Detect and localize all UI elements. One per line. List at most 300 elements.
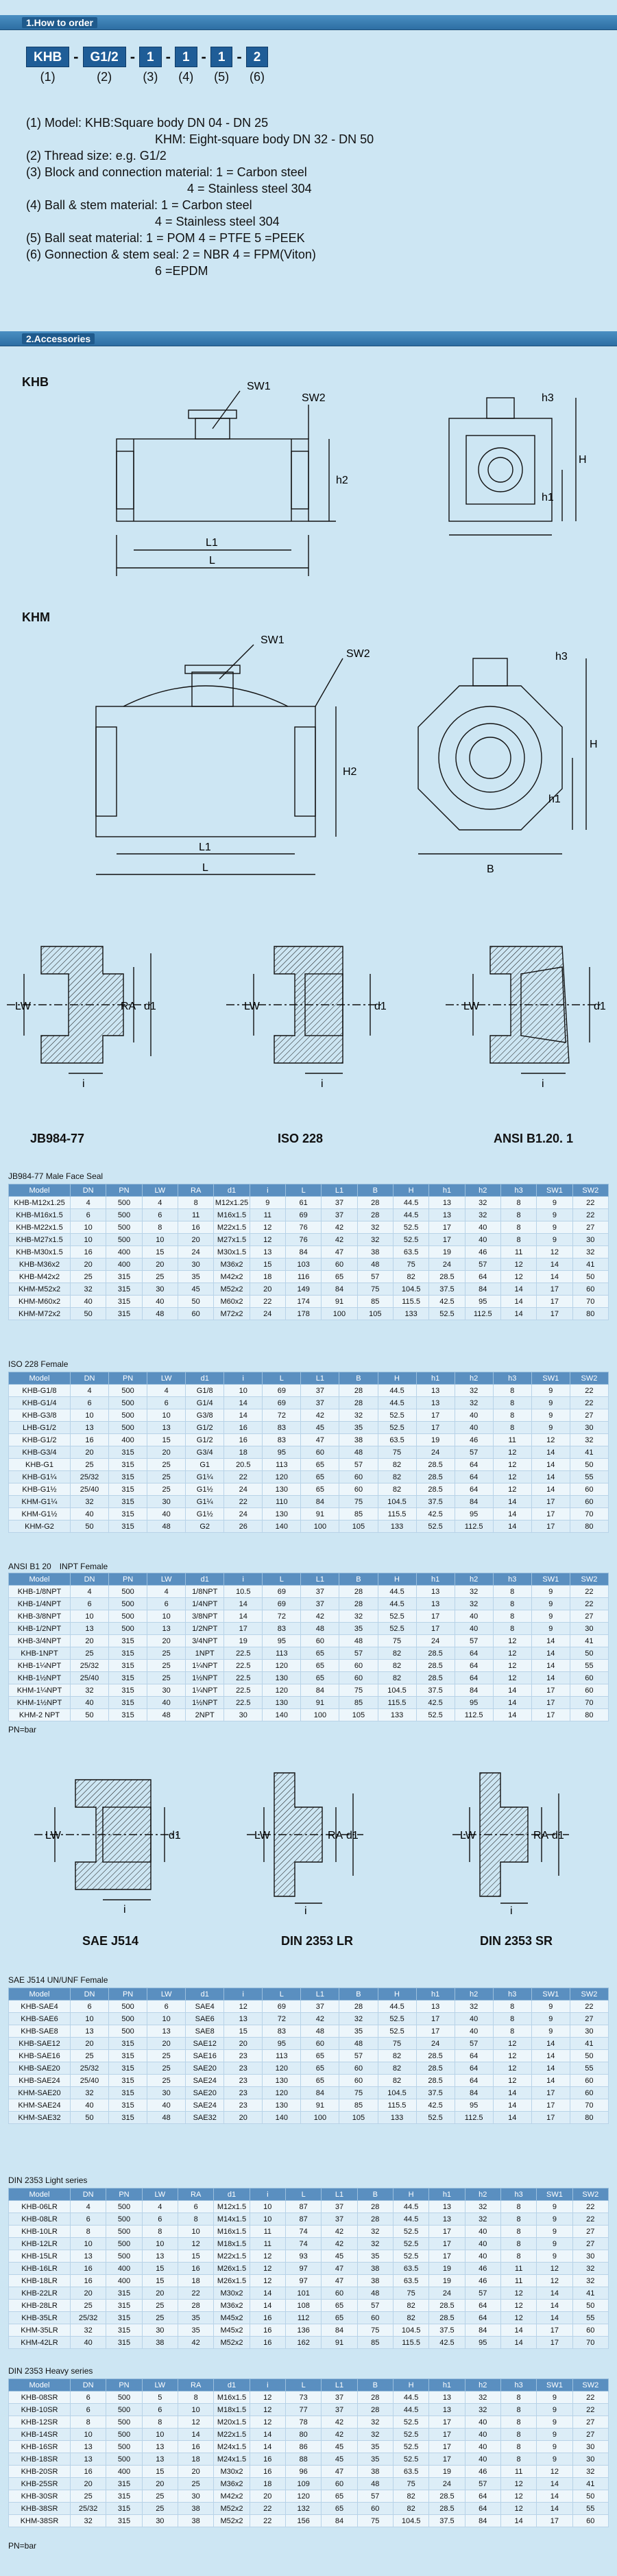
table-cell: 42 [322,1234,357,1246]
table-cell: KHM-1¼NPT [9,1684,71,1697]
table-cell: 28.5 [416,1647,455,1660]
dim-sw1: SW1 [247,381,271,392]
table-cell: 115.5 [393,1296,428,1308]
table-title-din-heavy: DIN 2353 Heavy series [8,2366,93,2376]
table-cell: 12 [493,1647,531,1660]
order-code-index: (2) [97,70,112,84]
table-cell: 30 [570,1422,608,1434]
table-row [9,2213,609,2226]
table-cell: 80 [570,1709,608,1721]
order-code-index: (3) [143,70,158,84]
table-cell: 14 [531,1660,570,1672]
column-header: PN [106,2189,142,2201]
table-cell: 48 [142,1308,178,1320]
table-cell: 12 [537,2275,572,2287]
table-cell: KHB-30SR [9,2490,71,2503]
table-cell: KHM-SAE20 [9,2087,71,2099]
dim-ra-jb: RA [121,1001,136,1012]
table-cell: 22 [570,2001,608,2013]
table-cell: 86 [285,2441,321,2453]
table-cell: 16 [178,1221,213,1234]
table-cell: 22 [250,2515,285,2527]
table-cell: 40 [465,2238,500,2250]
table-cell: 16 [178,2263,213,2275]
table-cell: 32 [357,2429,393,2441]
table-cell: 48 [147,1520,186,1533]
table-cell: 500 [106,2404,142,2416]
table-cell: 14 [500,2337,536,2349]
table-cell: 1/4NPT [186,1598,224,1610]
table-cell: KHB-20SR [9,2466,71,2478]
connection-drawings-1 [0,933,617,1097]
table-cell: 8 [500,2404,536,2416]
table-cell: 13 [142,2453,178,2466]
table-cell: 24 [429,1259,465,1271]
column-header: RA [178,1184,213,1197]
table-cell: 70 [572,2337,608,2349]
table-cell: 18 [250,1271,285,1283]
table-cell: 8 [500,2226,536,2238]
table-cell: 12 [250,2263,285,2275]
section-title-accessories: 2.Accessories [22,333,95,344]
table-cell: 109 [285,2478,321,2490]
column-header: SW2 [572,2189,608,2201]
table-cell: 17 [416,1623,455,1635]
table-cell: 60 [572,1283,608,1296]
table-cell: 113 [263,1459,301,1471]
table-cell: 60 [339,1471,378,1483]
table-cell: KHM-SAE32 [9,2112,71,2124]
table-cell: 57 [339,2050,378,2062]
table-cell: KHB-1/4NPT [9,1598,71,1610]
table-cell: 30 [142,2324,178,2337]
table-cell: 8 [178,2213,213,2226]
table-cell: 115.5 [378,1697,416,1709]
table-cell: 27 [572,2238,608,2250]
table-cell: 30 [572,1234,608,1246]
table-cell: 130 [263,1508,301,1520]
table-cell: 30 [147,1684,186,1697]
table-cell: 12 [493,2050,531,2062]
table-cell: 84 [301,2087,339,2099]
table-cell: M22x1.5 [214,2250,250,2263]
table-cell: M45x2 [214,2324,250,2337]
table-cell: 50 [572,2300,608,2312]
table-cell: 100 [322,1308,357,1320]
table-cell: 75 [357,2324,393,2337]
table-cell: 40 [465,2416,500,2429]
column-header: SW2 [572,1184,608,1197]
table-cell: 32 [455,1598,493,1610]
table-header-row [9,2189,609,2201]
figure-label-din-lr: DIN 2353 LR [281,1934,354,1948]
table-cell: 50 [572,1271,608,1283]
table-cell: 24 [429,2478,465,2490]
table-cell: M60x2 [214,1296,250,1308]
column-header: h2 [455,1573,493,1586]
table-cell: 82 [378,1647,416,1660]
table-cell: 25 [142,1271,178,1283]
table-cell: 12 [224,2001,263,2013]
table-cell: 9 [537,2404,572,2416]
table-cell: 10 [250,2213,285,2226]
table-cell: 48 [147,2112,186,2124]
table-cell: 37 [301,1598,339,1610]
table-cell: KHB-06LR [9,2201,71,2213]
column-header: h3 [493,1988,531,2001]
table-cell: 6 [71,2001,109,2013]
table-title-iso: ISO 228 Female [8,1359,69,1369]
table-cell: 14 [500,2324,536,2337]
table-cell: 25 [142,2300,178,2312]
table-cell: 60 [570,1483,608,1496]
column-header: RA [178,2189,213,2201]
table-cell: 9 [537,2226,572,2238]
column-header: Model [9,2379,71,2392]
order-code-segment [246,47,269,84]
table-cell: KHB-G1/8 [9,1385,71,1397]
table-cell: 50 [71,2112,109,2124]
table-cell: 25 [147,1672,186,1684]
table-cell: KHB-SAE8 [9,2025,71,2038]
table-cell: 14 [493,1508,531,1520]
table-title-din-light: DIN 2353 Light series [8,2175,88,2185]
table-cell: M45x2 [214,2312,250,2324]
table-cell: 40 [455,1409,493,1422]
table-cell: 500 [109,1586,147,1598]
table-cell: 42 [322,2416,357,2429]
table-cell: 75 [393,2478,428,2490]
code-separator: - [201,48,206,65]
table-cell: 315 [109,2038,147,2050]
table-cell: 85 [339,2099,378,2112]
table-cell: KHB-G1/2 [9,1434,71,1446]
table-cell: 4 [147,1586,186,1598]
table-cell: 12 [493,1635,531,1647]
table-cell: 44.5 [393,2213,428,2226]
table-cell: 64 [455,1483,493,1496]
figure-label-khm: KHM [22,610,50,624]
table-row [9,2062,609,2075]
table-cell: 52.5 [378,1422,416,1434]
table-row [9,2263,609,2275]
table-cell: 500 [109,1397,147,1409]
table-cell: 35 [357,2441,393,2453]
column-header: LW [142,2189,178,2201]
table-cell: 75 [393,2287,428,2300]
column-header: d1 [186,1573,224,1586]
table-cell: 104.5 [393,2324,428,2337]
table-cell: 16 [224,1422,263,1434]
table-cell: SAE16 [186,2050,224,2062]
table-cell: 10 [71,2238,106,2250]
table-cell: 15 [142,1246,178,1259]
table-cell: 28 [339,2001,378,2013]
table-cell: 8 [493,2013,531,2025]
table-cell: 315 [109,1459,147,1471]
table-cell: 10 [71,1409,109,1422]
table-cell: 11 [500,2466,536,2478]
table-cell: 17 [429,2416,465,2429]
table-cell: 9 [537,2441,572,2453]
table-cell: 400 [106,2466,142,2478]
table-cell: KHB-M36x2 [9,1259,71,1271]
table-cell: 1½NPT [186,1697,224,1709]
order-line: KHM: Eight-square body DN 32 - DN 50 [155,132,374,146]
order-code-box: 1 [139,47,162,67]
table-cell: 14 [493,1496,531,1508]
table-cell: 64 [455,2050,493,2062]
table-cell: 500 [109,2025,147,2038]
table-cell: 52.5 [378,2025,416,2038]
column-header: RA [178,2379,213,2392]
table-cell: 24 [224,1483,263,1496]
table-cell: 10 [71,2429,106,2441]
table-cell: 40 [455,1610,493,1623]
table-cell: 25 [142,2503,178,2515]
table-cell: 64 [455,2075,493,2087]
table-cell: KHB-08LR [9,2213,71,2226]
table-cell: 101 [285,2287,321,2300]
column-header: PN [106,2379,142,2392]
order-code-index: (4) [178,70,194,84]
table-cell: 40 [455,1623,493,1635]
table-cell: 44.5 [393,1209,428,1221]
column-header: h2 [465,2379,500,2392]
column-header: L [263,1573,301,1586]
table-cell: 25 [147,1647,186,1660]
table-cell: 104.5 [378,1684,416,1697]
table-cell: 315 [106,1271,142,1283]
table-cell: 52.5 [416,2112,455,2124]
table-cell: 115.5 [378,2099,416,2112]
table-cell: 1½NPT [186,1672,224,1684]
table-cell: 14 [537,1271,572,1283]
table-cell: M52x2 [214,1283,250,1296]
table-cell: 17 [531,2112,570,2124]
column-header: B [339,1573,378,1586]
table-cell: 17 [429,1234,465,1246]
table-cell: 37.5 [416,1684,455,1697]
table-cell: 22.5 [224,1660,263,1672]
table-cell: 32 [357,1221,393,1234]
order-line: (4) Ball & stem material: 1 = Carbon steel [26,198,252,212]
table-cell: 17 [416,1610,455,1623]
table-row [9,1684,609,1697]
table-cell: 42.5 [416,2099,455,2112]
table-row [9,2075,609,2087]
table-cell: 55 [572,2503,608,2515]
table-cell: 500 [106,2453,142,2466]
table-cell: M18x1.5 [214,2404,250,2416]
table-cell: 32 [339,1409,378,1422]
table-cell: 315 [109,2112,147,2124]
order-line: (3) Block and connection material: 1 = Carbon steel [26,165,307,179]
table-cell: 37.5 [429,2515,465,2527]
table-cell: KHB-G3/4 [9,1446,71,1459]
table-cell: 315 [109,2050,147,2062]
table-cell: 84 [322,2324,357,2337]
table-cell: 28.5 [429,2503,465,2515]
table-cell: 315 [109,2062,147,2075]
table-cell: KHB-16LR [9,2263,71,2275]
table-cell: KHB-1/8NPT [9,1586,71,1598]
table-cell: 17 [531,2087,570,2099]
column-header: L [285,1184,321,1197]
table-cell: 35 [339,1623,378,1635]
table-row [9,1259,609,1271]
table-cell: 95 [263,1446,301,1459]
table-cell: 500 [106,2250,142,2263]
table-cell: 50 [71,1709,109,1721]
table-cell: 44.5 [393,2392,428,2404]
table-cell: 15 [142,2466,178,2478]
table-cell: KHM-42LR [9,2337,71,2349]
table-cell: 22.5 [224,1684,263,1697]
table-cell: M30x2 [214,2466,250,2478]
table-cell: 140 [263,1520,301,1533]
table-cell: 75 [378,1446,416,1459]
table-cell: 25 [142,2490,178,2503]
table-row [9,1635,609,1647]
table-cell: 52.5 [416,1520,455,1533]
table-cell: 69 [263,1397,301,1409]
table-cell: 55 [570,1471,608,1483]
table-row [9,1434,609,1446]
table-cell: 70 [570,2099,608,2112]
table-row [9,2287,609,2300]
table-cell: 12 [531,1434,570,1446]
table-cell: 23 [224,2062,263,2075]
table-cell: 315 [106,2337,142,2349]
order-code-box: G1/2 [83,47,126,67]
order-code-box: 2 [246,47,269,67]
table-cell: 12 [500,1271,536,1283]
table-cell: 8 [500,1197,536,1209]
table-cell: 60 [570,2075,608,2087]
table-cell: KHB-G1 [9,1459,71,1471]
table-cell: 30 [572,2453,608,2466]
table-cell: 28 [357,2392,393,2404]
table-cell: 11 [493,1434,531,1446]
table-cell: 30 [142,2515,178,2527]
dim-sw1-khm: SW1 [261,634,285,646]
table-cell: 4 [71,1586,109,1598]
table-cell: 132 [285,2503,321,2515]
table-cell: 112.5 [455,2112,493,2124]
table-cell: 69 [263,1586,301,1598]
table-cell: KHB-SAE16 [9,2050,71,2062]
table-cell: 17 [429,2429,465,2441]
table-cell: 14 [500,2515,536,2527]
table-cell: 14 [531,2075,570,2087]
table-cell: 65 [322,2300,357,2312]
table-cell: 85 [357,2337,393,2349]
table-cell: 64 [455,2062,493,2075]
table-cell: 14 [500,1296,536,1308]
table-cell: 6 [178,2201,213,2213]
column-header: h1 [429,2189,465,2201]
table-cell: 38 [357,2275,393,2287]
table-row [9,1471,609,1483]
table-cell: 8 [500,1209,536,1221]
table-cell: 17 [429,1221,465,1234]
table-cell: 22 [572,2213,608,2226]
table-cell: 40 [71,2337,106,2349]
table-cell: 60 [339,1660,378,1672]
table-cell: 32 [465,2392,500,2404]
table-cell: 14 [250,2287,285,2300]
column-header: DN [71,1573,109,1586]
table-title-jb: JB984-77 Male Face Seal [8,1171,104,1181]
table-cell: 57 [465,2478,500,2490]
column-header: d1 [214,2189,250,2201]
table-cell: M26x1.5 [214,2275,250,2287]
table-cell: 65 [322,2312,357,2324]
table-cell: 6 [71,1209,106,1221]
table-cell: 65 [301,2075,339,2087]
table-cell: 64 [455,1660,493,1672]
table-row [9,1647,609,1660]
table-cell: 65 [301,1660,339,1672]
table-cell: 20 [142,2287,178,2300]
table-cell: 6 [147,2001,186,2013]
table-cell: 47 [322,2466,357,2478]
table-cell: 76 [285,1221,321,1234]
table-cell: 28 [357,2201,393,2213]
table-cell: 38 [178,2515,213,2527]
table-cell: KHM-2 NPT [9,1709,71,1721]
table-cell: 91 [301,1508,339,1520]
table-cell: 30 [572,2250,608,2263]
table-cell: 12 [500,2478,536,2490]
table-cell: 10.5 [224,1586,263,1598]
column-header: i [224,1372,263,1385]
column-header: L1 [301,1573,339,1586]
table-cell: 38 [357,1246,393,1259]
table-cell: 17 [429,2238,465,2250]
table-cell: M18x1.5 [214,2238,250,2250]
table-cell: 52.5 [378,2013,416,2025]
table-cell: 45 [301,1422,339,1434]
table-cell: 32 [465,2201,500,2213]
table-row [9,1672,609,1684]
table-cell: 47 [322,2263,357,2275]
order-line: (5) Ball seat material: 1 = POM 4 = PTFE 5 =PEEK [26,231,305,245]
table-cell: 14 [531,1446,570,1459]
table-cell: 37.5 [429,2324,465,2337]
table-cell: 60 [570,1684,608,1697]
table-cell: 27 [570,1409,608,1422]
table-cell: SAE12 [186,2038,224,2050]
table-cell: 17 [531,1496,570,1508]
table-cell: 32 [455,1385,493,1397]
table-cell: 8 [500,2201,536,2213]
table-row [9,2337,609,2349]
table-cell: 16 [178,2441,213,2453]
table-cell: 28.5 [416,1660,455,1672]
column-header: B [339,1988,378,2001]
table-cell: 37 [301,1385,339,1397]
table-cell: 44.5 [393,2201,428,2213]
table-cell: 60 [178,1308,213,1320]
dim-d1-jb: d1 [144,1001,156,1012]
table-cell: 40 [465,2429,500,2441]
table-cell: 20 [71,2478,106,2490]
table-cell: 17 [531,1709,570,1721]
table-cell: 11 [178,1209,213,1221]
table-cell: 40 [465,2250,500,2263]
